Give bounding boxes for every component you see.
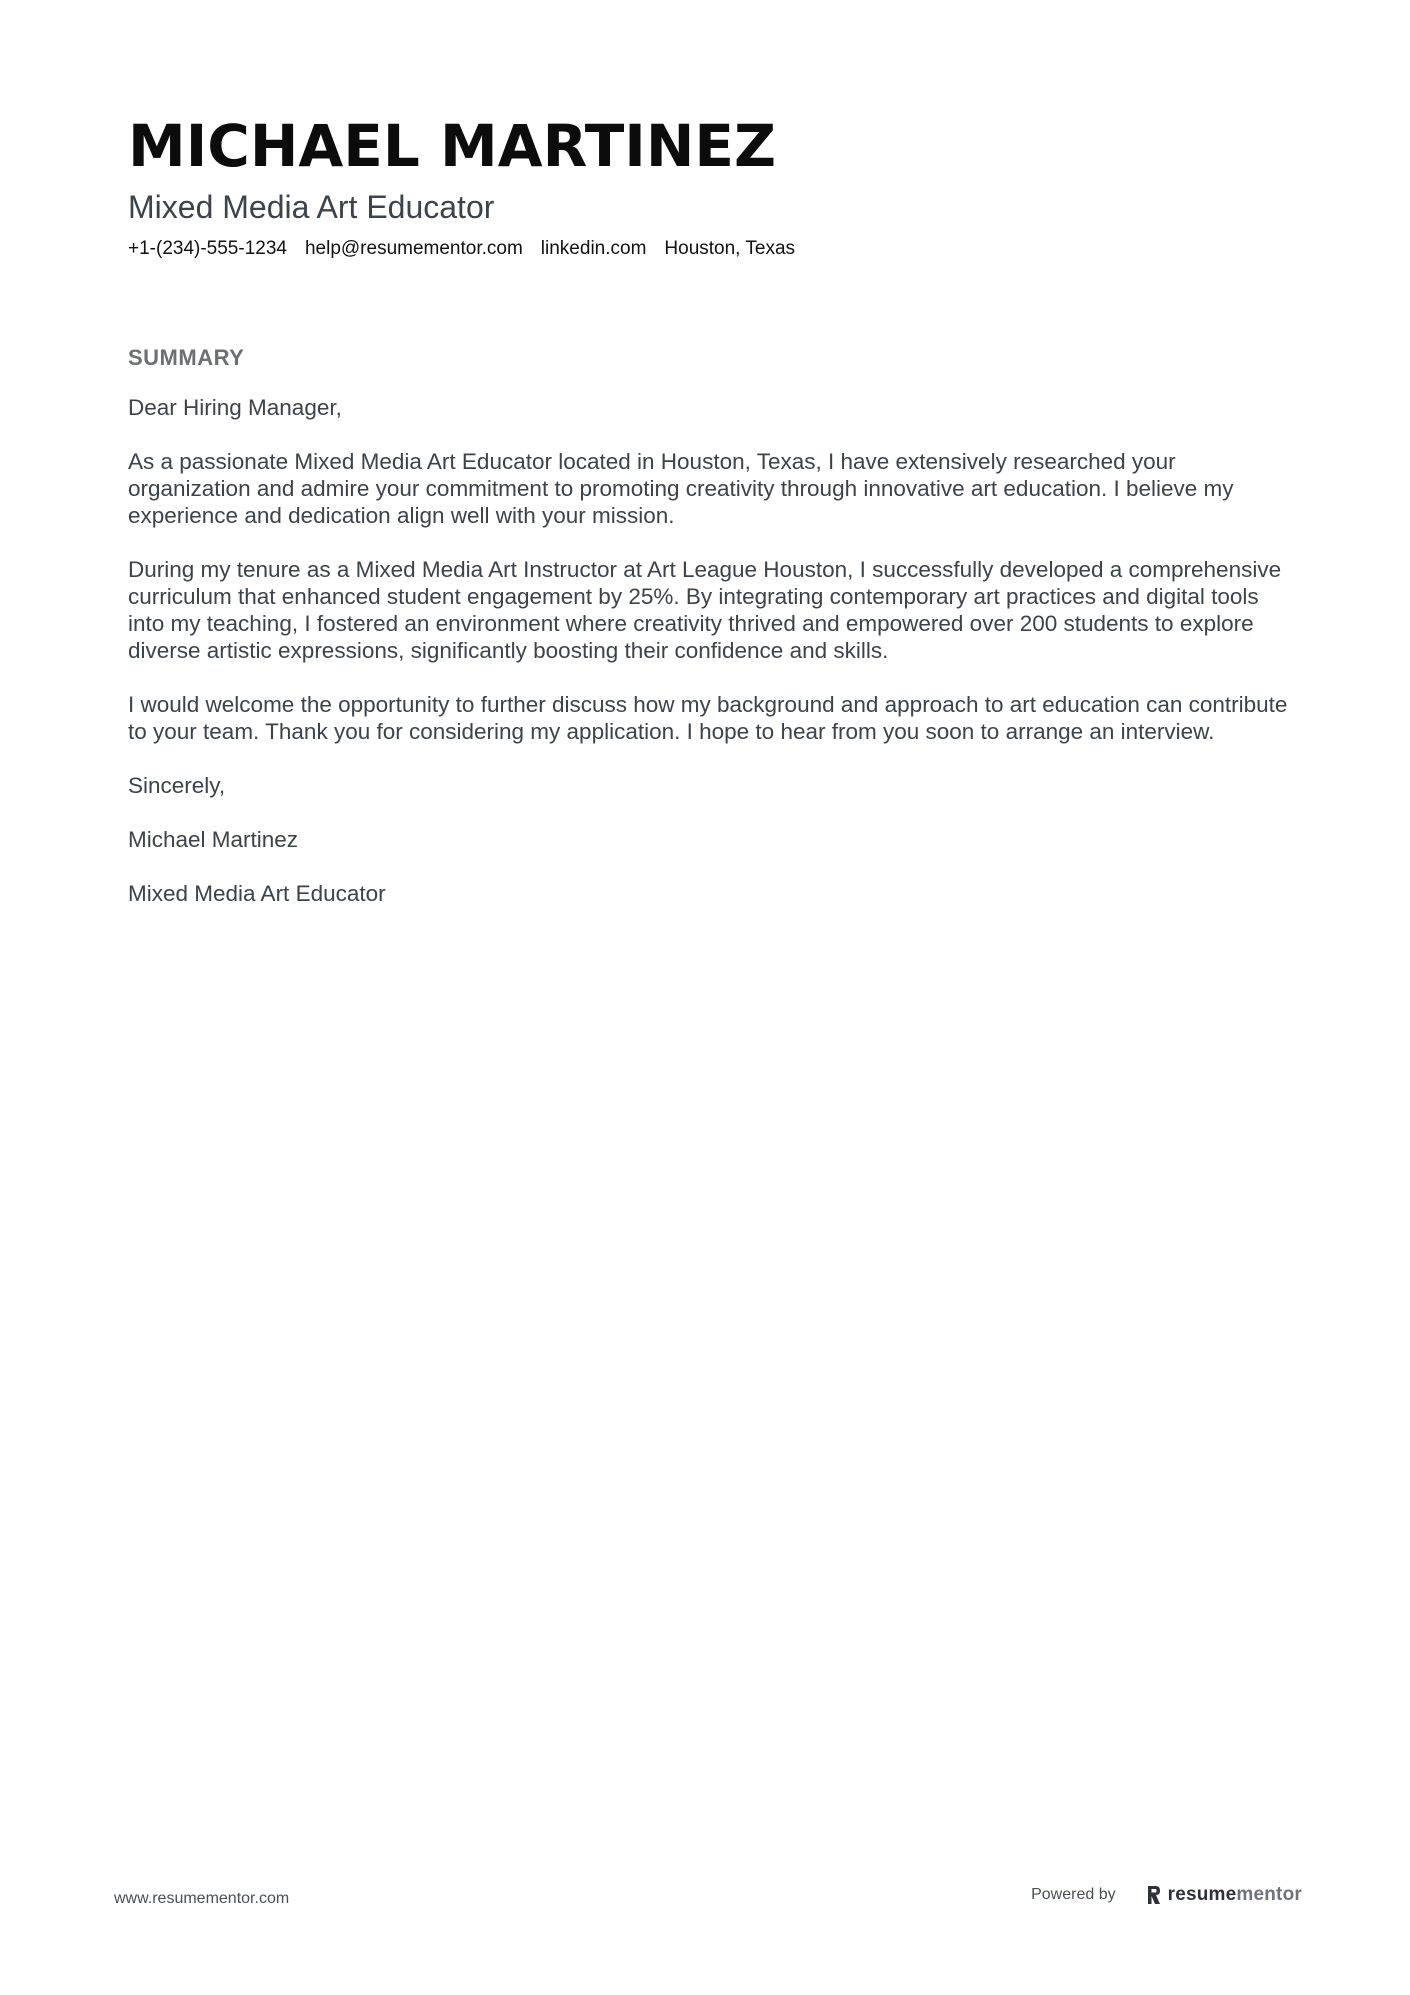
letter-paragraph: During my tenure as a Mixed Media Art Instructor at Art League Houston, I successfully developed a comprehensive curriculum that enhanced student engagement by 25%. By integrating contemporary art practices and digital tools into my teaching, I fostered an environment where creativity thrived and empowered over 200 students to explore diverse artistic expressions, significantly boosting their confidence and skills. xyxy=(128,557,1282,663)
letter-closing: Sincerely, xyxy=(128,773,226,798)
contact-email[interactable]: help@resumementor.com xyxy=(304,238,523,259)
contact-info xyxy=(128,234,1288,264)
letter-paragraph: As a passionate Mixed Media Art Educator located in Houston, Texas, I have extensively researched your organization and admire your commitment to promoting creativity through innovative art education. I believe my experience and dedication align well with your mission. xyxy=(128,449,1234,528)
footer-website[interactable]: www.resumementor.com xyxy=(114,1890,290,1907)
logo-wordmark-bold: resume xyxy=(1167,1884,1237,1905)
section-heading-summary: SUMMARY xyxy=(128,345,245,370)
job-title: Mixed Media Art Educator xyxy=(128,189,495,225)
letter-signature-title: Mixed Media Art Educator xyxy=(128,881,386,906)
applicant-name: MICHAEL MARTINEZ xyxy=(128,112,777,180)
letter-signature-name: Michael Martinez xyxy=(128,827,299,852)
letter-body xyxy=(128,394,1288,907)
logo-wordmark-light: mentor xyxy=(1236,1884,1302,1905)
letter-salutation: Dear Hiring Manager, xyxy=(128,395,342,420)
contact-linkedin[interactable]: linkedin.com xyxy=(540,238,647,259)
resumementor-logo-icon xyxy=(1146,1884,1162,1906)
header xyxy=(128,108,1288,264)
footer-branding xyxy=(1031,1880,1302,1910)
contact-phone: +1-(234)-555-1234 xyxy=(128,238,287,259)
summary-section xyxy=(128,342,1288,934)
powered-by-label: Powered by xyxy=(1031,1886,1116,1903)
contact-location: Houston, Texas xyxy=(664,238,796,259)
resumementor-logo[interactable] xyxy=(1146,1880,1302,1910)
logo-wordmark xyxy=(1168,1880,1302,1910)
letter-paragraph: I would welcome the opportunity to further discuss how my background and approach to art education can contribute to your team. Thank you for considering my application. I hope to hear from you soon to arrange an interview. xyxy=(128,692,1288,744)
